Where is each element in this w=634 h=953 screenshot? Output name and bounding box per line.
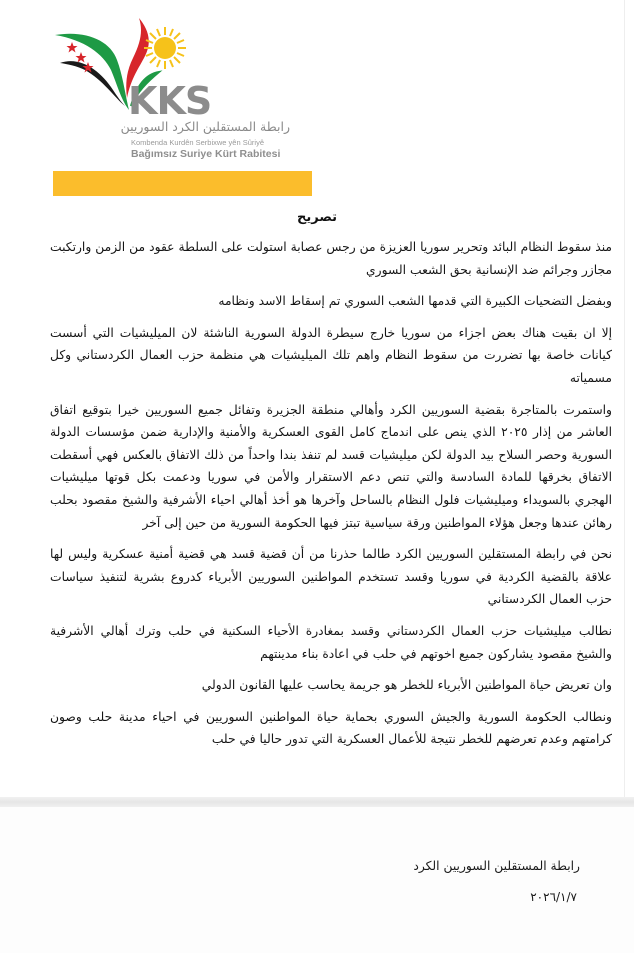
logo-kurdish-name: Kombenda Kurdên Serbixwe yên Sûriyê [131,138,264,147]
page-edge-line [624,0,625,800]
logo-acronym: KKS [128,79,212,123]
paragraph: وان تعريض حياة المواطنين الأبرياء للخطر هو جريمة يحاسب عليها القانون الدولي [201,678,612,693]
signature-area [0,807,634,953]
paragraph: نحن في رابطة المستقلين السوريين الكرد طالما حذرنا من أن قضية قسد هي قضية أمنية عسكرية وليس لها علاقة بالقضية الكردية في سوريا وقسد تستخدم المواطنين السوريين الأبرياء كدروع بشرية لتنفيذ سياسات حزب العمال الكردستاني [50,547,612,607]
paragraph: نطالب ميليشيات حزب العمال الكردستاني وقسد بمغادرة الأحياء السكنية في حلب وترك أهالي الأشرفية والشيخ مقصود يشاركون جميع اخوتهم في حلب في اعادة بناء مدينتهم [50,623,612,661]
statement-body [50,236,612,760]
document-title: تصريح [296,210,338,225]
header-yellow-bar [53,171,312,196]
signature-organization: رابطة المستقلين السوريين الكرد [413,859,580,873]
logo-sun [144,27,186,69]
paragraph: ونطالب الحكومة السورية والجيش السوري بحماية حياة المواطنين السوريين في احياء مدينة حلب وصون كرامتهم وعدم تعرضهم للخطر نتيجة للأعمال العسكرية التي تدور حاليا في حلب [50,709,612,747]
paragraph: وبفضل التضحيات الكبيرة التي قدمها الشعب السوري تم إسقاط الاسد ونظامه [218,294,612,309]
page-separator [0,797,634,807]
paragraph: واستمرت بالمتاجرة بقضية السوريين الكرد وأهالي منطقة الجزيرة وتفائل جميع السوريين خيرا بتوقيع اتفاق العاشر من إذار ٢٠٢٥ الذي ينص على اندماج كامل القوى العسكرية والأمنية والإدارية ضمن مؤسسات الدولة السورية وحصر السلاح بيد الدولة لكن ميليشيات قسد لم تنفذ بندا واحداً من ذلك الاتفاق بالعكس فهي أسقطت الاتفاق بخرقها للمادة السادسة والتي تنص دعم الاستقرار والأمن في سوريا ودعمت بكل قوتها ميليشيات الهجري بالسويداء وميليشيات فلول النظام بالساحل وآخرها هو أخذ أهالي احياء الأشرفية والشيخ مقصود بحلب رهائن عندها وجعل هؤلاء المواطنين ورقة سياسية تبتز فيها الحكومة السورية من حين إلى آخر [50,402,612,530]
kks-logo [55,18,305,158]
statement-date: ٢٠٢٦/١/٧ [530,890,577,904]
paragraph: إلا ان بقيت هناك بعض اجزاء من سوريا خارج سيطرة الدولة السورية الناشئة لان الميليشيات التي أسست كيانات خاصة بها تضررت من سقوط النظام واهم تلك الميليشيات هي منظمة حزب العمال الكردستاني وكل مسمياته [50,325,612,385]
logo-turkish-name: Bağımsız Suriye Kürt Rabitesi [131,148,281,160]
paragraph: منذ سقوط النظام البائد وتحرير سوريا العزيزة من رجس عصابة استولت على السلطة عقود من الزمن وارتكبت مجازر وجرائم ضد الإنسانية بحق الشعب السوري [50,240,612,277]
logo-arabic-name: رابطة المستقلين الكرد السوريين [120,119,290,134]
